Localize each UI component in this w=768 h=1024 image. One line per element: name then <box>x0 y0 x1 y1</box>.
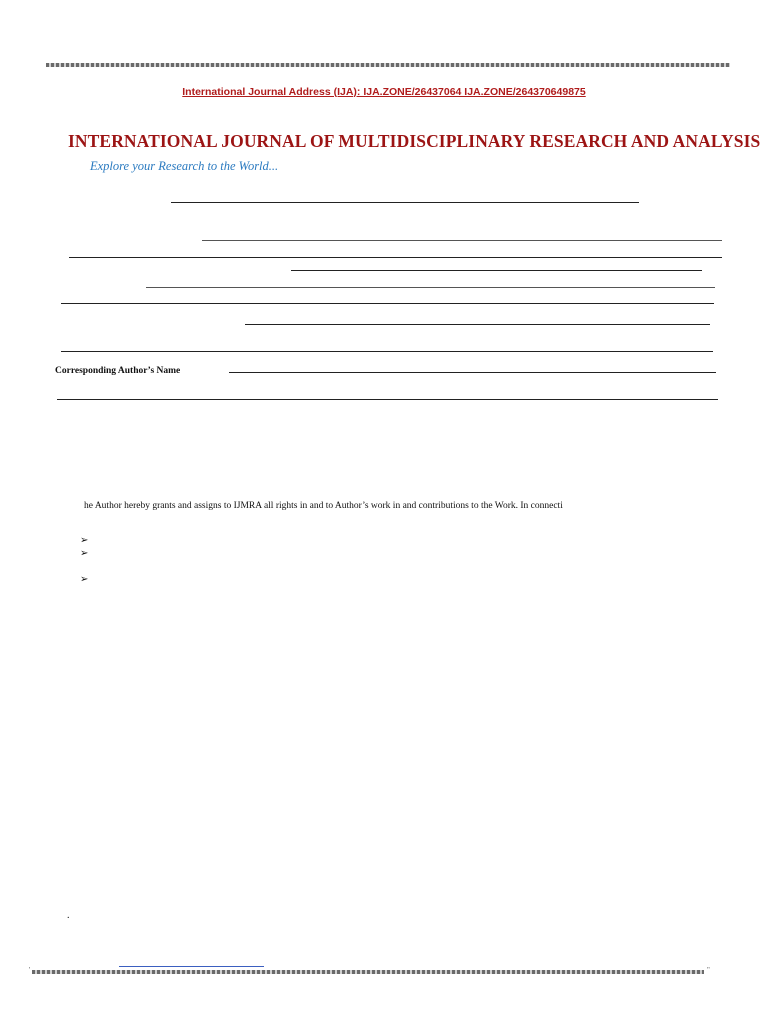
form-line <box>69 257 722 258</box>
form-line <box>245 324 710 325</box>
form-line <box>61 303 714 304</box>
footer-link-underline[interactable] <box>119 966 264 967</box>
corresponding-author-line <box>229 372 716 373</box>
form-line <box>61 351 713 352</box>
title-rule <box>171 202 639 203</box>
form-line <box>291 270 702 271</box>
journal-title: INTERNATIONAL JOURNAL OF MULTIDISCIPLINARY RESEARCH AND ANALYSIS <box>68 131 761 151</box>
journal-tagline: Explore your Research to the World... <box>90 159 279 173</box>
footer-dot: . <box>67 910 70 921</box>
form-line <box>146 287 715 288</box>
journal-address: International Journal Address (IJA): IJA.ZONE/26437064 IJA.ZONE/264370649875 <box>182 86 586 98</box>
bullet-arrow-icon: ➢ <box>80 548 89 559</box>
top-border <box>46 63 730 67</box>
left-mark: ' <box>29 966 31 974</box>
corresponding-author-label: Corresponding Author’s Name <box>55 366 181 376</box>
bullet-arrow-icon: ➢ <box>80 574 89 585</box>
right-mark: " <box>707 966 710 974</box>
bottom-border <box>32 970 704 974</box>
bullet-arrow-icon: ➢ <box>80 535 89 546</box>
form-line <box>57 399 718 400</box>
form-line <box>202 240 722 241</box>
grant-text: he Author hereby grants and assigns to IJMRA all rights in and to Author’s work in and contributions to the Work. In connecti <box>84 501 563 511</box>
